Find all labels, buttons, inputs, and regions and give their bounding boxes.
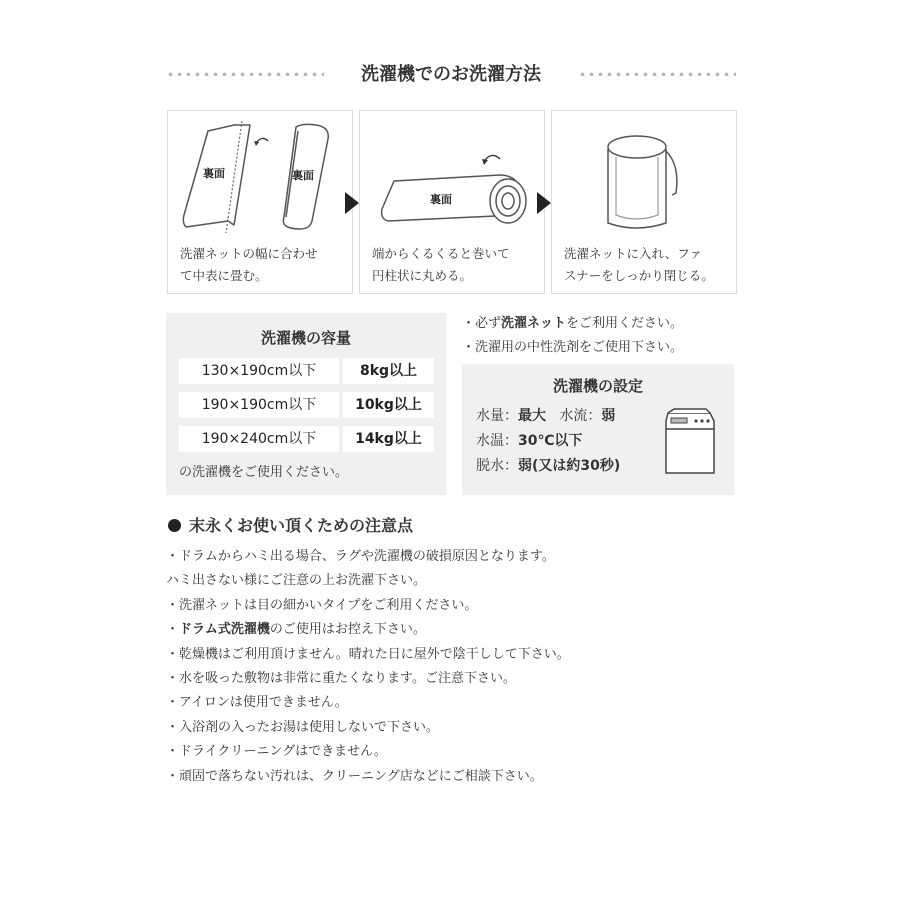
step2-caption-line1: 端からくるくると巻いて bbox=[372, 246, 510, 261]
notice-item: ・ドラム式洗濯機のご使用はお控え下さい。 bbox=[166, 622, 426, 638]
step-arrow-1 bbox=[345, 192, 359, 214]
step1-caption-line1: 洗濯ネットの幅に合わせ bbox=[180, 246, 318, 261]
settings-temp-line: 水温：30℃以下 bbox=[476, 433, 583, 449]
top-bullet-list bbox=[462, 312, 683, 360]
notice-item: ・洗濯ネットは目の細かいタイプをご利用ください。 bbox=[166, 597, 478, 613]
step1-caption bbox=[180, 243, 346, 287]
capacity-row bbox=[179, 426, 434, 452]
washing-machine-icon bbox=[662, 407, 718, 479]
notice-heading: 末永くお使い頂くための注意点 bbox=[168, 513, 413, 536]
capacity-load: 14kg以上 bbox=[343, 426, 434, 452]
roll-rug-illustration bbox=[360, 111, 544, 241]
capacity-load: 10kg以上 bbox=[343, 392, 434, 418]
settings-water-line: 水量：最大 水流：弱 bbox=[476, 408, 616, 424]
capacity-row bbox=[179, 358, 434, 384]
step-fold bbox=[167, 110, 353, 294]
notice-item: ・水を吸った敷物は非常に重たくなります。ご注意下さい。 bbox=[166, 671, 516, 687]
step1-label-back-side-2: 裏面 bbox=[292, 169, 314, 182]
step-roll bbox=[359, 110, 545, 294]
step3-caption-line2: スナーをしっかり閉じる。 bbox=[564, 268, 714, 283]
notice-item: ・ドラムからハミ出る場合、ラグや洗濯機の破損原因となります。 bbox=[166, 549, 555, 564]
page-title: 洗濯機でのお洗濯方法 bbox=[361, 64, 541, 85]
capacity-box bbox=[166, 313, 446, 495]
title-dots-right bbox=[578, 72, 736, 76]
step2-caption bbox=[372, 243, 538, 287]
notice-item: ・アイロンは使用できません。 bbox=[166, 695, 348, 711]
step1-label-back-side: 裏面 bbox=[203, 167, 225, 180]
top-bullet-item: ・洗濯用の中性洗剤をご使用下さい。 bbox=[462, 340, 684, 355]
top-bullet-item: ・必ず洗濯ネットをご利用ください。 bbox=[462, 316, 684, 331]
settings-box bbox=[462, 364, 734, 495]
step2-caption-line2: 円柱状に丸める。 bbox=[372, 268, 473, 283]
capacity-size: 190×240cm以下 bbox=[179, 426, 339, 452]
capacity-heading: 洗濯機の容量 bbox=[260, 329, 351, 347]
step2-label-back-side: 裏面 bbox=[430, 193, 452, 206]
capacity-note: の洗濯機をご使用ください。 bbox=[179, 465, 349, 480]
laundry-net-illustration bbox=[552, 111, 736, 241]
step1-caption-line2: て中表に畳む。 bbox=[180, 268, 268, 283]
notice-item: ・入浴剤の入ったお湯は使用しないで下さい。 bbox=[166, 719, 440, 735]
step-arrow-2 bbox=[537, 192, 551, 214]
capacity-load: 8kg以上 bbox=[343, 358, 434, 384]
step3-caption bbox=[564, 243, 730, 287]
section-title-row bbox=[166, 58, 736, 88]
settings-heading: 洗濯機の設定 bbox=[552, 377, 643, 395]
step3-caption-line1: 洗濯ネットに入れ、ファ bbox=[564, 246, 703, 261]
settings-lines bbox=[476, 404, 620, 479]
capacity-size: 190×190cm以下 bbox=[179, 392, 339, 418]
notice-item: ・ドライクリーニングはできません。 bbox=[166, 744, 387, 760]
settings-spin-line: 脱水：弱(又は約30秒) bbox=[476, 458, 621, 474]
notice-list bbox=[166, 545, 570, 789]
notice-item: ・頑固で落ちない汚れは、クリーニング店などにご相談下さい。 bbox=[166, 768, 543, 784]
capacity-size: 130×190cm以下 bbox=[179, 358, 339, 384]
step-net bbox=[551, 110, 737, 294]
fold-rug-illustration bbox=[168, 111, 352, 241]
capacity-row bbox=[179, 392, 434, 418]
notice-item: ・乾燥機はご利用頂けません。晴れた日に屋外で陰干しして下さい。 bbox=[166, 646, 570, 662]
notice-item: ハミ出さない様にご注意の上お洗濯下さい。 bbox=[166, 573, 427, 589]
bullet-dot-icon bbox=[168, 519, 181, 532]
